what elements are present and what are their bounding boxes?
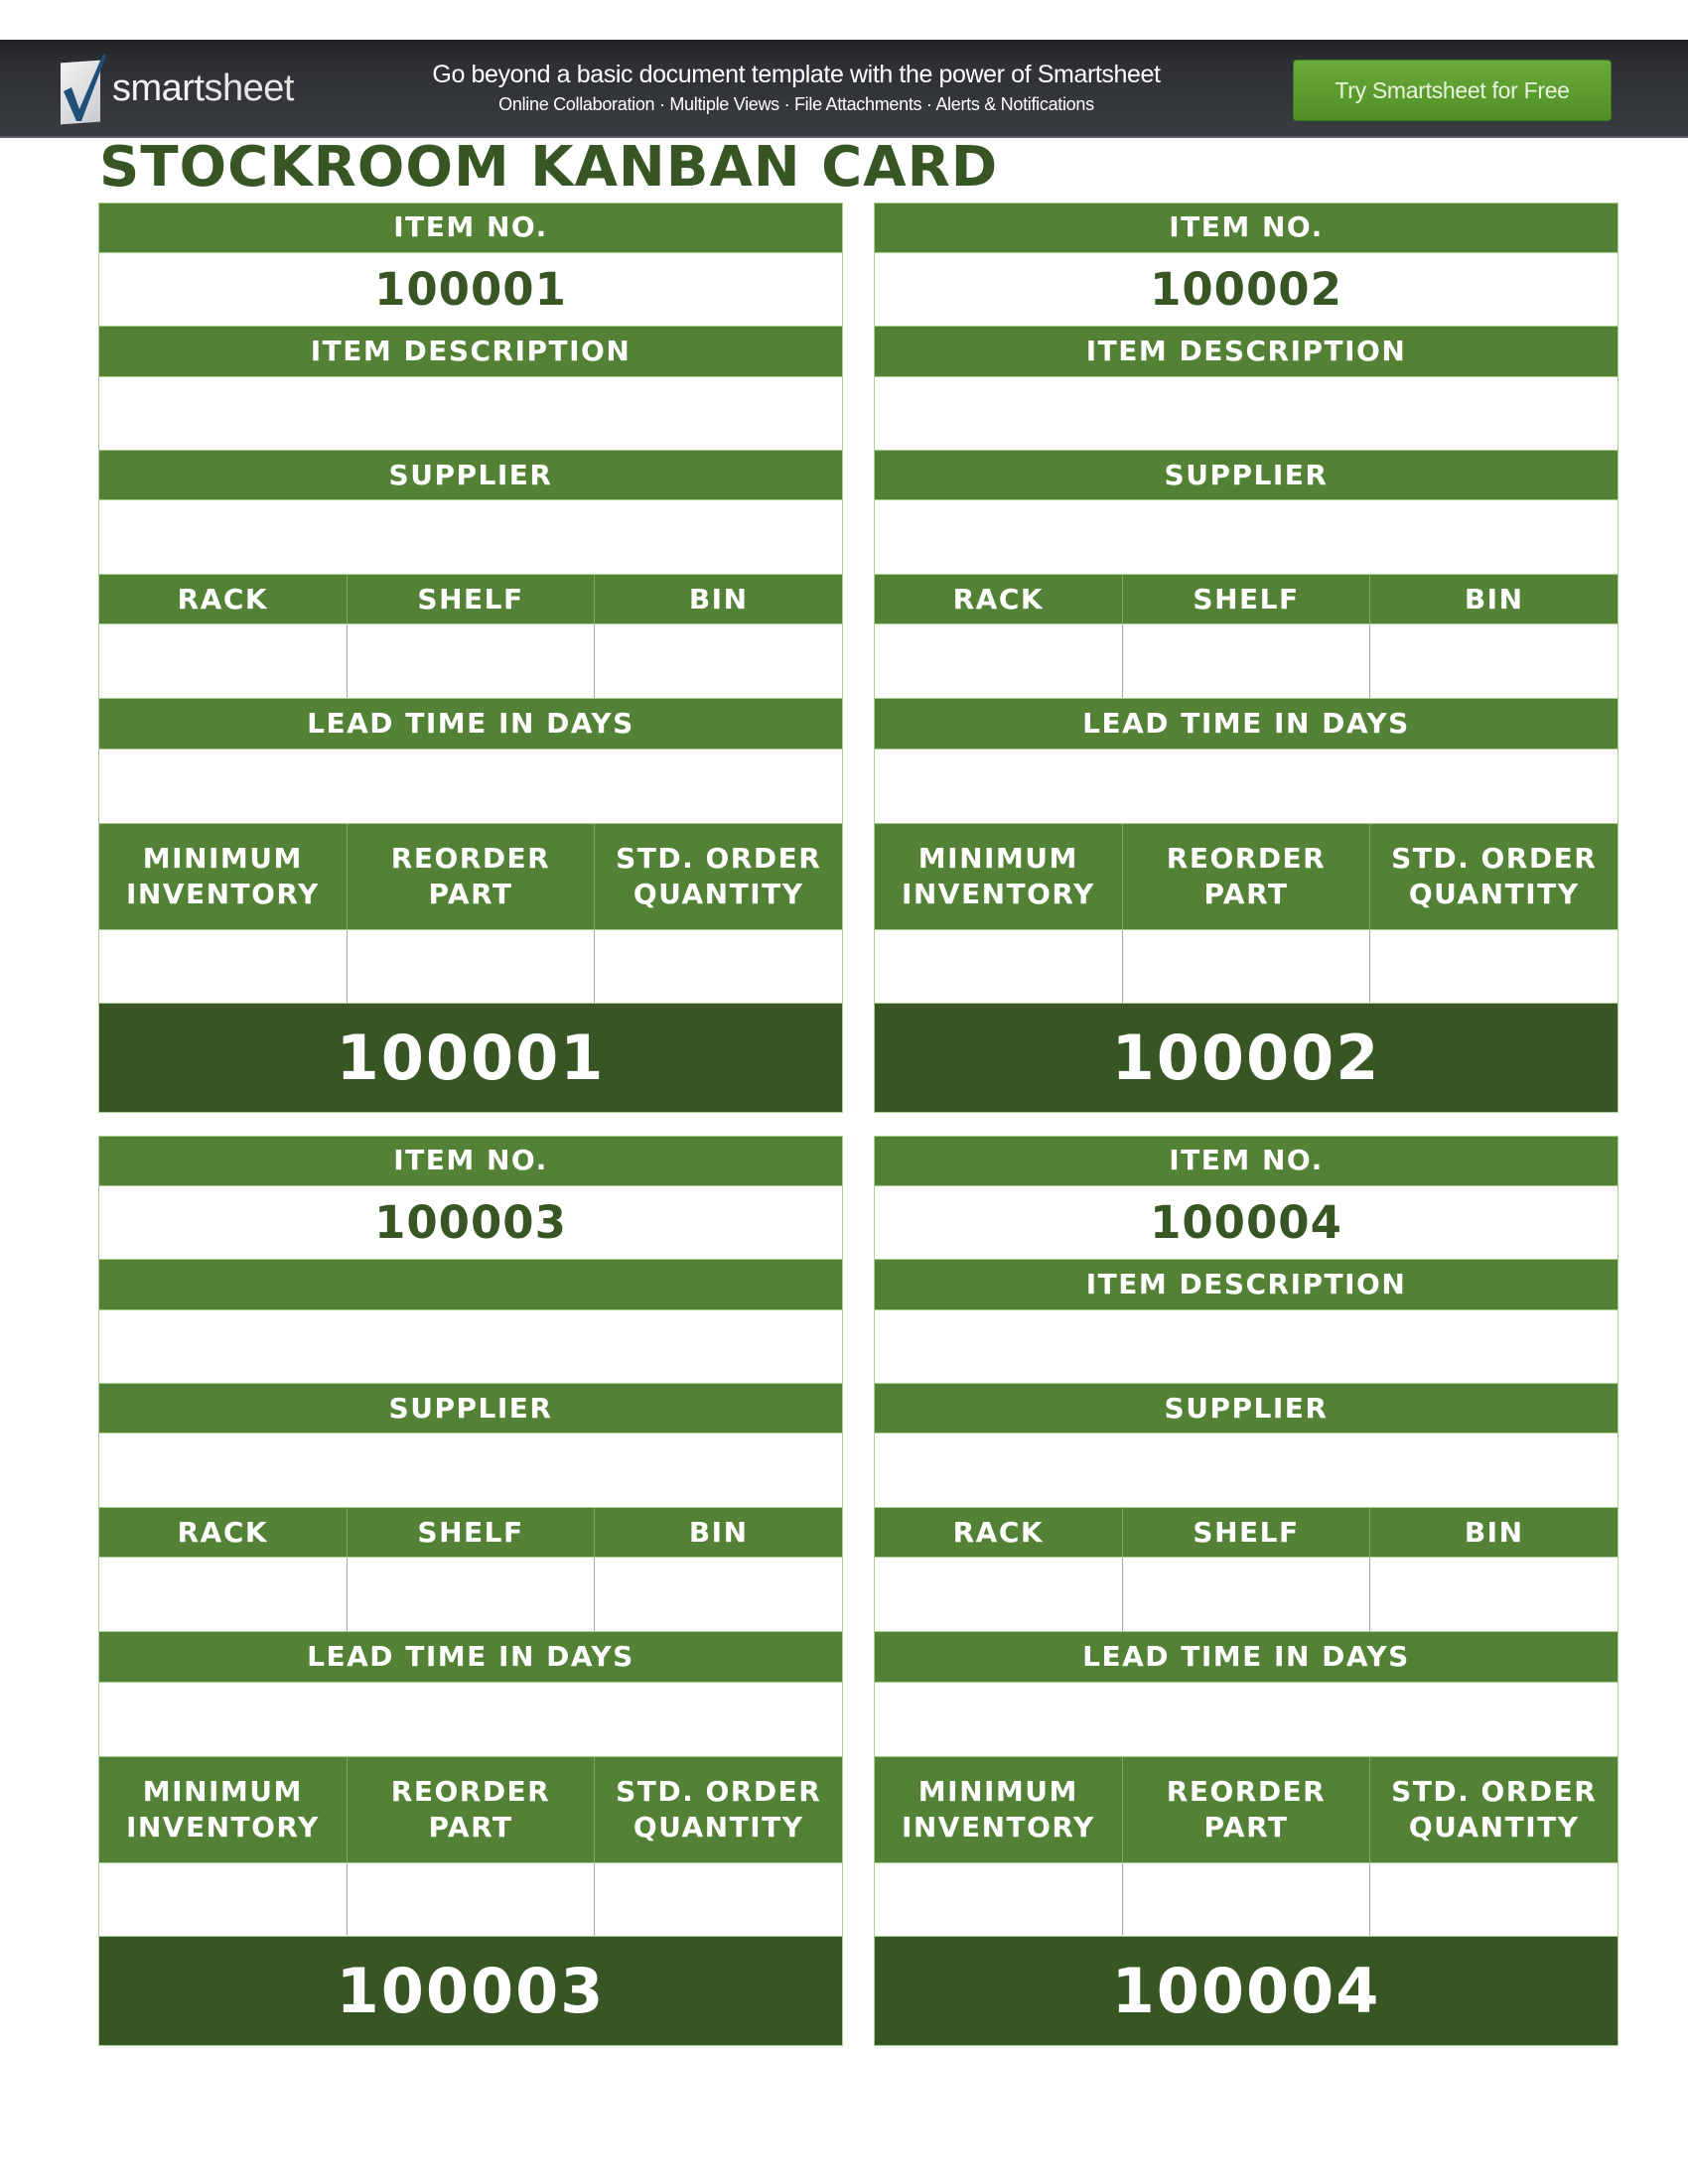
item-no-field[interactable]: [875, 1186, 1618, 1260]
logo-text-smart: smart: [112, 68, 205, 109]
rack-label: RACK: [952, 1515, 1045, 1549]
item-description-label: ITEM DESCRIPTION: [1085, 1267, 1407, 1300]
location-header: [99, 1508, 842, 1558]
item-no-header: [99, 1137, 842, 1186]
supplier-label: SUPPLIER: [1164, 1391, 1329, 1425]
item-no-header: [99, 204, 842, 253]
shelf-label: SHELF: [1193, 1515, 1300, 1549]
location-header: [875, 575, 1618, 624]
lead-time-field[interactable]: [99, 1683, 842, 1757]
shelf-field[interactable]: [347, 1558, 595, 1631]
item-description-label: ITEM DESCRIPTION: [310, 334, 632, 367]
reorder-part-label: REORDER PART: [390, 1775, 551, 1844]
inventory-values: [99, 1863, 842, 1937]
std-order-quantity-field[interactable]: [594, 1863, 842, 1936]
lead-time-field[interactable]: [875, 750, 1618, 824]
std-order-quantity-field[interactable]: [1369, 930, 1618, 1003]
item-description-header: [875, 1260, 1618, 1310]
smartsheet-promo-banner: [0, 40, 1688, 138]
tagline-main: Go beyond a basic document template with the power of Smartsheet: [432, 61, 1161, 88]
item-no-value: 100004: [1150, 1195, 1342, 1249]
supplier-label: SUPPLIER: [1164, 458, 1329, 491]
item-description-label: ITEM DESCRIPTION: [1085, 334, 1407, 367]
kanban-card-1: [98, 203, 843, 1113]
item-description-header: [875, 327, 1618, 377]
bin-label: BIN: [1464, 1515, 1524, 1549]
inventory-values: [99, 930, 842, 1004]
item-no-label: ITEM NO.: [1169, 1144, 1324, 1177]
shelf-field[interactable]: [1122, 624, 1370, 698]
reorder-part-field[interactable]: [347, 1863, 595, 1936]
footer-item-no: 100001: [336, 1022, 606, 1095]
item-no-value: 100001: [374, 262, 567, 316]
supplier-label: SUPPLIER: [388, 1391, 553, 1425]
inventory-values: [875, 1863, 1618, 1937]
inventory-header: [99, 1757, 842, 1864]
tagline-features: Online Collaboration · Multiple Views · File Attachments · Alerts & Notifications: [498, 94, 1094, 114]
location-values: [99, 624, 842, 699]
supplier-field[interactable]: [99, 500, 842, 575]
rack-label: RACK: [177, 582, 269, 615]
item-description-header: [99, 1260, 842, 1310]
minimum-inventory-field[interactable]: [99, 930, 347, 1003]
minimum-inventory-label: MINIMUM INVENTORY: [901, 1775, 1095, 1844]
lead-time-field[interactable]: [875, 1683, 1618, 1757]
minimum-inventory-field[interactable]: [875, 1863, 1122, 1936]
supplier-header: [875, 451, 1618, 500]
lead-time-header: [99, 699, 842, 750]
page-title: STOCKROOM KANBAN CARD: [99, 135, 999, 200]
lead-time-label: LEAD TIME IN DAYS: [307, 1639, 634, 1673]
footer-item-no: 100003: [336, 1955, 606, 2028]
shelf-label: SHELF: [417, 582, 524, 615]
lead-time-label: LEAD TIME IN DAYS: [307, 706, 634, 740]
lead-time-label: LEAD TIME IN DAYS: [1082, 706, 1410, 740]
banner-tagline: [417, 60, 1176, 117]
rack-label: RACK: [952, 582, 1045, 615]
logo-wordmark: [112, 68, 294, 110]
shelf-label: SHELF: [1193, 582, 1300, 615]
supplier-field[interactable]: [875, 1433, 1618, 1508]
location-values: [875, 624, 1618, 699]
inventory-header: [875, 1757, 1618, 1864]
footer-item-no: 100004: [1111, 1955, 1381, 2028]
card-footer: [99, 1004, 842, 1112]
inventory-header: [99, 824, 842, 931]
card-footer: [875, 1937, 1618, 2045]
std-order-quantity-label: STD. ORDER QUANTITY: [1391, 1775, 1598, 1844]
lead-time-header: [875, 1632, 1618, 1683]
bin-label: BIN: [688, 1515, 749, 1549]
std-order-quantity-field[interactable]: [1369, 1863, 1618, 1936]
bin-label: BIN: [1464, 582, 1524, 615]
item-no-field[interactable]: [99, 1186, 842, 1260]
supplier-field[interactable]: [99, 1433, 842, 1508]
rack-field[interactable]: [875, 1558, 1122, 1631]
std-order-quantity-label: STD. ORDER QUANTITY: [1391, 842, 1598, 911]
location-header: [99, 575, 842, 624]
item-no-header: [875, 1137, 1618, 1186]
rack-field[interactable]: [99, 1558, 347, 1631]
supplier-field[interactable]: [875, 500, 1618, 575]
smartsheet-logo[interactable]: [58, 58, 296, 127]
minimum-inventory-label: MINIMUM INVENTORY: [125, 842, 320, 911]
try-smartsheet-free-button[interactable]: Try Smartsheet for Free: [1293, 60, 1612, 121]
footer-item-no: 100002: [1111, 1022, 1381, 1095]
shelf-field[interactable]: [347, 624, 595, 698]
location-values: [875, 1558, 1618, 1632]
reorder-part-field[interactable]: [1122, 1863, 1370, 1936]
minimum-inventory-field[interactable]: [875, 930, 1122, 1003]
item-no-value: 100002: [1150, 262, 1342, 316]
shelf-field[interactable]: [1122, 1558, 1370, 1631]
item-no-label: ITEM NO.: [393, 210, 548, 244]
shelf-label: SHELF: [417, 1515, 524, 1549]
item-no-label: ITEM NO.: [393, 1144, 548, 1177]
supplier-label: SUPPLIER: [388, 458, 553, 491]
item-no-label: ITEM NO.: [1169, 210, 1324, 244]
card-footer: [99, 1937, 842, 2045]
card-footer: [875, 1004, 1618, 1112]
lead-time-field[interactable]: [99, 750, 842, 824]
lead-time-header: [99, 1632, 842, 1683]
minimum-inventory-field[interactable]: [99, 1863, 347, 1936]
kanban-card-4: [874, 1136, 1618, 2046]
location-header: [875, 1508, 1618, 1558]
bin-field[interactable]: [594, 1558, 842, 1631]
item-description-field[interactable]: [875, 1310, 1618, 1385]
item-description-field[interactable]: [875, 377, 1618, 452]
bin-label: BIN: [688, 582, 749, 615]
checkmark-icon: [58, 52, 109, 123]
kanban-card-2: [874, 203, 1618, 1113]
rack-field[interactable]: [875, 624, 1122, 698]
reorder-part-field[interactable]: [1122, 930, 1370, 1003]
location-values: [99, 1558, 842, 1632]
reorder-part-field[interactable]: [347, 930, 595, 1003]
inventory-values: [875, 930, 1618, 1004]
std-order-quantity-label: STD. ORDER QUANTITY: [616, 1775, 822, 1844]
std-order-quantity-field[interactable]: [594, 930, 842, 1003]
lead-time-header: [875, 699, 1618, 750]
rack-label: RACK: [177, 1515, 269, 1549]
bin-field[interactable]: [594, 624, 842, 698]
reorder-part-label: REORDER PART: [390, 842, 551, 911]
supplier-header: [99, 1384, 842, 1433]
lead-time-label: LEAD TIME IN DAYS: [1082, 1639, 1410, 1673]
rack-field[interactable]: [99, 624, 347, 698]
bin-field[interactable]: [1369, 624, 1618, 698]
std-order-quantity-label: STD. ORDER QUANTITY: [616, 842, 822, 911]
logo-text-sheet: sheet: [204, 68, 294, 109]
bin-field[interactable]: [1369, 1558, 1618, 1631]
item-no-value: 100003: [374, 1195, 567, 1249]
minimum-inventory-label: MINIMUM INVENTORY: [901, 842, 1095, 911]
item-description-header: [99, 327, 842, 377]
item-no-field[interactable]: [875, 253, 1618, 327]
supplier-header: [875, 1384, 1618, 1433]
reorder-part-label: REORDER PART: [1166, 842, 1327, 911]
reorder-part-label: REORDER PART: [1166, 1775, 1327, 1844]
item-no-field[interactable]: [99, 253, 842, 327]
item-description-field[interactable]: [99, 377, 842, 452]
kanban-card-3: [98, 1136, 843, 2046]
item-description-field[interactable]: [99, 1310, 842, 1385]
inventory-header: [875, 824, 1618, 931]
item-no-header: [875, 204, 1618, 253]
supplier-header: [99, 451, 842, 500]
minimum-inventory-label: MINIMUM INVENTORY: [125, 1775, 320, 1844]
